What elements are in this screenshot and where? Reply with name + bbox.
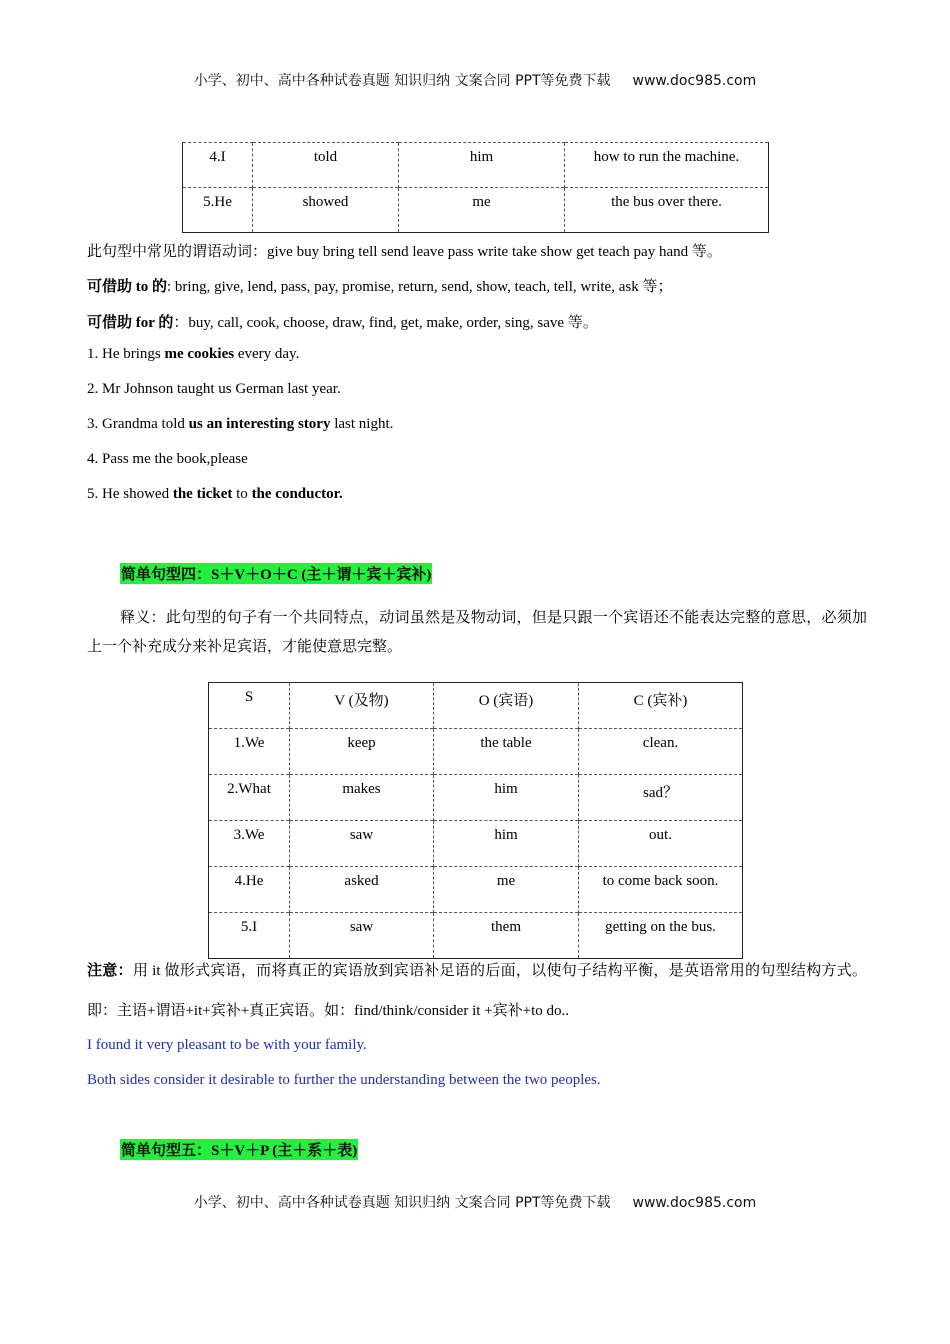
note-text: 用 it 做形式宾语，而将真正的宾语放到宾语补足语的后面，以使句子结构平衡，是英语常用的句型结构方式。即：主语+谓语+it+宾补+真正宾语。如：find/think/consider it +宾补+to do..	[87, 963, 867, 1019]
section4-explanation: 释义：此句型的句子有一个共同特点，动词虽然是及物动词，但是只跟一个宾语还不能表达完整的意思，必须加上一个补充成分来补足宾语，才能使意思完整。	[87, 610, 867, 655]
example-text: 3. Grandma told	[87, 416, 189, 432]
table-cell: sad？	[579, 775, 743, 821]
table-cell: him	[434, 775, 579, 821]
example-2	[87, 381, 341, 398]
example-text: 4. Pass me the book,please	[87, 451, 248, 467]
to-text: : bring, give, lend, pass, pay, promise, return, send, show, teach, tell, write, ask 等；	[167, 279, 673, 295]
table-cell: him	[434, 821, 579, 867]
table-cell: them	[434, 913, 579, 959]
blue-example-2: Both sides consider it desirable to further the understanding between the two peoples.	[87, 1072, 601, 1088]
table-cell: the bus over there.	[565, 188, 769, 233]
example-bold: the conductor.	[251, 486, 343, 502]
example-3	[87, 416, 393, 433]
table-header-row	[209, 683, 743, 729]
table-svoc-examples	[208, 682, 743, 959]
table-row	[209, 867, 743, 913]
page-footer	[0, 1192, 950, 1212]
example-text: last night.	[330, 416, 394, 432]
table-cell: 1.We	[209, 729, 290, 775]
table-cell: the table	[434, 729, 579, 775]
table-cell: told	[253, 143, 399, 188]
example-text: 2. Mr Johnson taught us German last year.	[87, 381, 341, 397]
table-row	[183, 143, 769, 188]
example-5	[87, 486, 343, 503]
table-row	[209, 729, 743, 775]
table-cell: 2.What	[209, 775, 290, 821]
table-cell: showed	[253, 188, 399, 233]
example-text: 1. He brings	[87, 346, 165, 362]
to-verbs-line	[87, 275, 672, 296]
header-site-link[interactable]: www.doc985.com	[632, 73, 757, 89]
table-cell: out.	[579, 821, 743, 867]
table-row	[209, 821, 743, 867]
table-cell: getting on the bus.	[579, 913, 743, 959]
example-text: to	[232, 486, 252, 502]
table-svo-examples	[182, 142, 769, 233]
table-cell: him	[399, 143, 565, 188]
blue-example-1: I found it very pleasant to be with your family.	[87, 1037, 367, 1053]
footer-text: 小学、初中、高中各种试卷真题 知识归纳 文案合同 PPT等免费下载	[193, 1195, 611, 1211]
table-cell: clean.	[579, 729, 743, 775]
verbs-line: 此句型中常见的谓语动词：give buy bring tell send leave pass write take show get teach pay hand 等。	[87, 244, 722, 260]
table-cell: saw	[290, 913, 434, 959]
table-row	[183, 188, 769, 233]
table-cell: asked	[290, 867, 434, 913]
table-cell: to come back soon.	[579, 867, 743, 913]
table-cell: 5.I	[209, 913, 290, 959]
section4-note	[87, 951, 867, 1031]
example-bold: us an interesting story	[188, 416, 331, 432]
table-cell: makes	[290, 775, 434, 821]
table-cell: 4.He	[209, 867, 290, 913]
table-cell: 3.We	[209, 821, 290, 867]
table-cell: how to run the machine.	[565, 143, 769, 188]
page-header	[0, 70, 950, 90]
to-label: 可借助 to 的	[87, 279, 167, 295]
for-verbs-line	[87, 311, 598, 332]
table-header-cell: V (及物)	[290, 683, 434, 729]
table-cell: saw	[290, 821, 434, 867]
table-cell: me	[399, 188, 565, 233]
for-text: ：buy, call, cook, choose, draw, find, get, make, order, sing, save 等。	[173, 315, 598, 331]
table-header-cell: O (宾语)	[434, 683, 579, 729]
table-cell: me	[434, 867, 579, 913]
example-bold: the ticket	[172, 486, 233, 502]
header-text: 小学、初中、高中各种试卷真题 知识归纳 文案合同 PPT等免费下载	[193, 73, 611, 89]
table-cell: 4.I	[183, 143, 253, 188]
note-label: 注意：	[87, 963, 133, 979]
table-header-cell: C (宾补)	[579, 683, 743, 729]
example-1	[87, 346, 299, 363]
example-text: 5. He showed	[87, 486, 173, 502]
section5-heading: 简单句型五：S＋V＋P (主＋系＋表)	[120, 1139, 358, 1160]
example-text: every day.	[234, 346, 300, 362]
example-bold: me cookies	[164, 346, 235, 362]
example-4	[87, 451, 248, 468]
table-cell: 5.He	[183, 188, 253, 233]
table-row	[209, 775, 743, 821]
for-label: 可借助 for 的	[87, 315, 174, 331]
section4-heading: 简单句型四：S＋V＋O＋C (主＋谓＋宾＋宾补)	[120, 563, 432, 584]
table-header-cell: S	[209, 683, 290, 729]
footer-site-link[interactable]: www.doc985.com	[632, 1195, 757, 1211]
table-cell: keep	[290, 729, 434, 775]
